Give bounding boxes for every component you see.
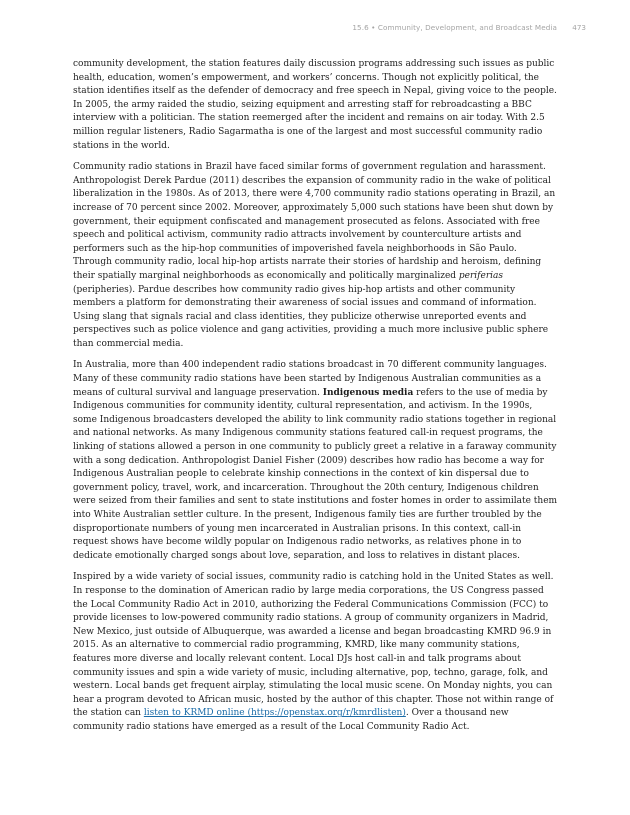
paragraph-text: Community radio stations in Brazil have faced similar forms of government regulation and harassment. Anthropologist Derek Pardue (2011) describes the expansion of community radio in the wake of political liberalization in the 1980s. As of 2013, there were 4,700 community radio stations operating in Brazil, an increase of 70 percent since 2002. Moreover, approximately 5,000 such stations have been shut down by government, their equipment confiscated and management prosecuted as felons. Associated with free speech and political activism, community radio attracts involvement by counterculture artists and performers such as the hip-hop communities of impoverished favela neighborhoods in São Paulo. Through community radio, local hip-hop artists narrate their stories of hardship and heroism, defining their spatially marginal neighborhoods as economically and politically marginalized: [73, 162, 556, 281]
paragraph-text: . Over a thousand new community radio stations have emerged as a result of the Local Community Radio Act.: [73, 708, 509, 732]
key-term-indigenous-media: Indigenous media: [322, 387, 414, 398]
paragraph-text: community development, the station features daily discussion programs addressing such issues as public health, education, women’s empowerment, and workers’ concerns. Though not explicitly political, the station identifies itself as the defender of democracy and free speech in Nepal, giving voice to the people. In 2005, the army raided the studio, seizing equipment and arresting staff for rebroadcasting a BBC interview with a politician. The station reemerged after the incident and remains on air today. With 2.5 million regular listeners, Radio Sagarmatha is one of the largest and most successful community radio stations in the world.: [73, 59, 557, 151]
article-body: [73, 58, 558, 743]
paragraph-text: (peripheries). Pardue describes how community radio gives hip-hop artists and other community members a platform for demonstrating their awareness of social issues and command of information. Using slang that signals racial and class identities, they publicize otherwise unreported events and perspectives such as police violence and gang activities, providing a much more inclusive public sphere than commercial media.: [73, 284, 549, 349]
italic-term-periferias: periferias: [458, 270, 503, 281]
paragraph-text: Inspired by a wide variety of social issues, community radio is catching hold in the United States as well. In response to the domination of American radio by large media corporations, the US Congress passed the Local Community Radio Act in 2010, authorizing the Federal Communications Commission (FCC) to provide licenses to low-powered community radio stations. A group of community organizers in Madrid, New Mexico, just outside of Albuquerque, was awarded a license and began broadcasting KMRD 96.9 in 2015. As an alternative to commercial radio programming, KMRD, like many community stations, features more diverse and locally relevant content. Local DJs host call-in and talk programs about community issues and spin a wide variety of music, including alternative, pop, techno, garage, folk, and western. Local bands get frequent airplay, stimulating the local music scene. On Monday nights, you can hear a program devoted to African music, hosted by the author of this chapter. Those not within range of the station can: [73, 572, 554, 719]
running-header: [0, 23, 630, 37]
section-title: 15.6 • Community, Development, and Broadcast Media: [352, 23, 557, 32]
paragraph-australia: [73, 359, 558, 563]
paragraph-brazil: [73, 161, 558, 351]
paragraph-text: refers to the use of media by Indigenous communities for community identity, cultural representation, and activism. In the 1990s, some Indigenous broadcasters developed the ability to link community radio stations together in regional and national networks. As many Indigenous community stations featured call-in request programs, the linking of stations allowed a person in one community to publicly greet a relative in a faraway community with a song dedication. Anthropologist Daniel Fisher (2009) describes how radio has become a way for Indigenous Australian people to celebrate kinship connections in the context of kin dispersal due to government policy, travel, work, and incarceration. Throughout the 20th century, Indigenous children were seized from their families and sent to state institutions and foster homes in order to assimilate them into White Australian settler culture. In the present, Indigenous family ties are further troubled by the disproportionate numbers of young men incarcerated in Australian prisons. In this context, call-in request shows have become wildly popular on Indigenous radio networks, as relatives phone in to dedicate emotionally charged songs about love, separation, and loss to relatives in distant places.: [73, 387, 558, 561]
paragraph-radio-sagarmatha: [73, 58, 558, 153]
krmd-online-link[interactable]: listen to KRMD online (https://openstax.org/r/kmrdlisten): [143, 708, 406, 719]
paragraph-united-states: [73, 571, 558, 734]
page-number: 473: [572, 23, 586, 32]
paragraph-text: In Australia, more than 400 independent radio stations broadcast in 70 different community languages. Many of these community radio stations have been started by Indigenous Australian communities as a means of cultural survival and language preservation.: [73, 360, 547, 398]
